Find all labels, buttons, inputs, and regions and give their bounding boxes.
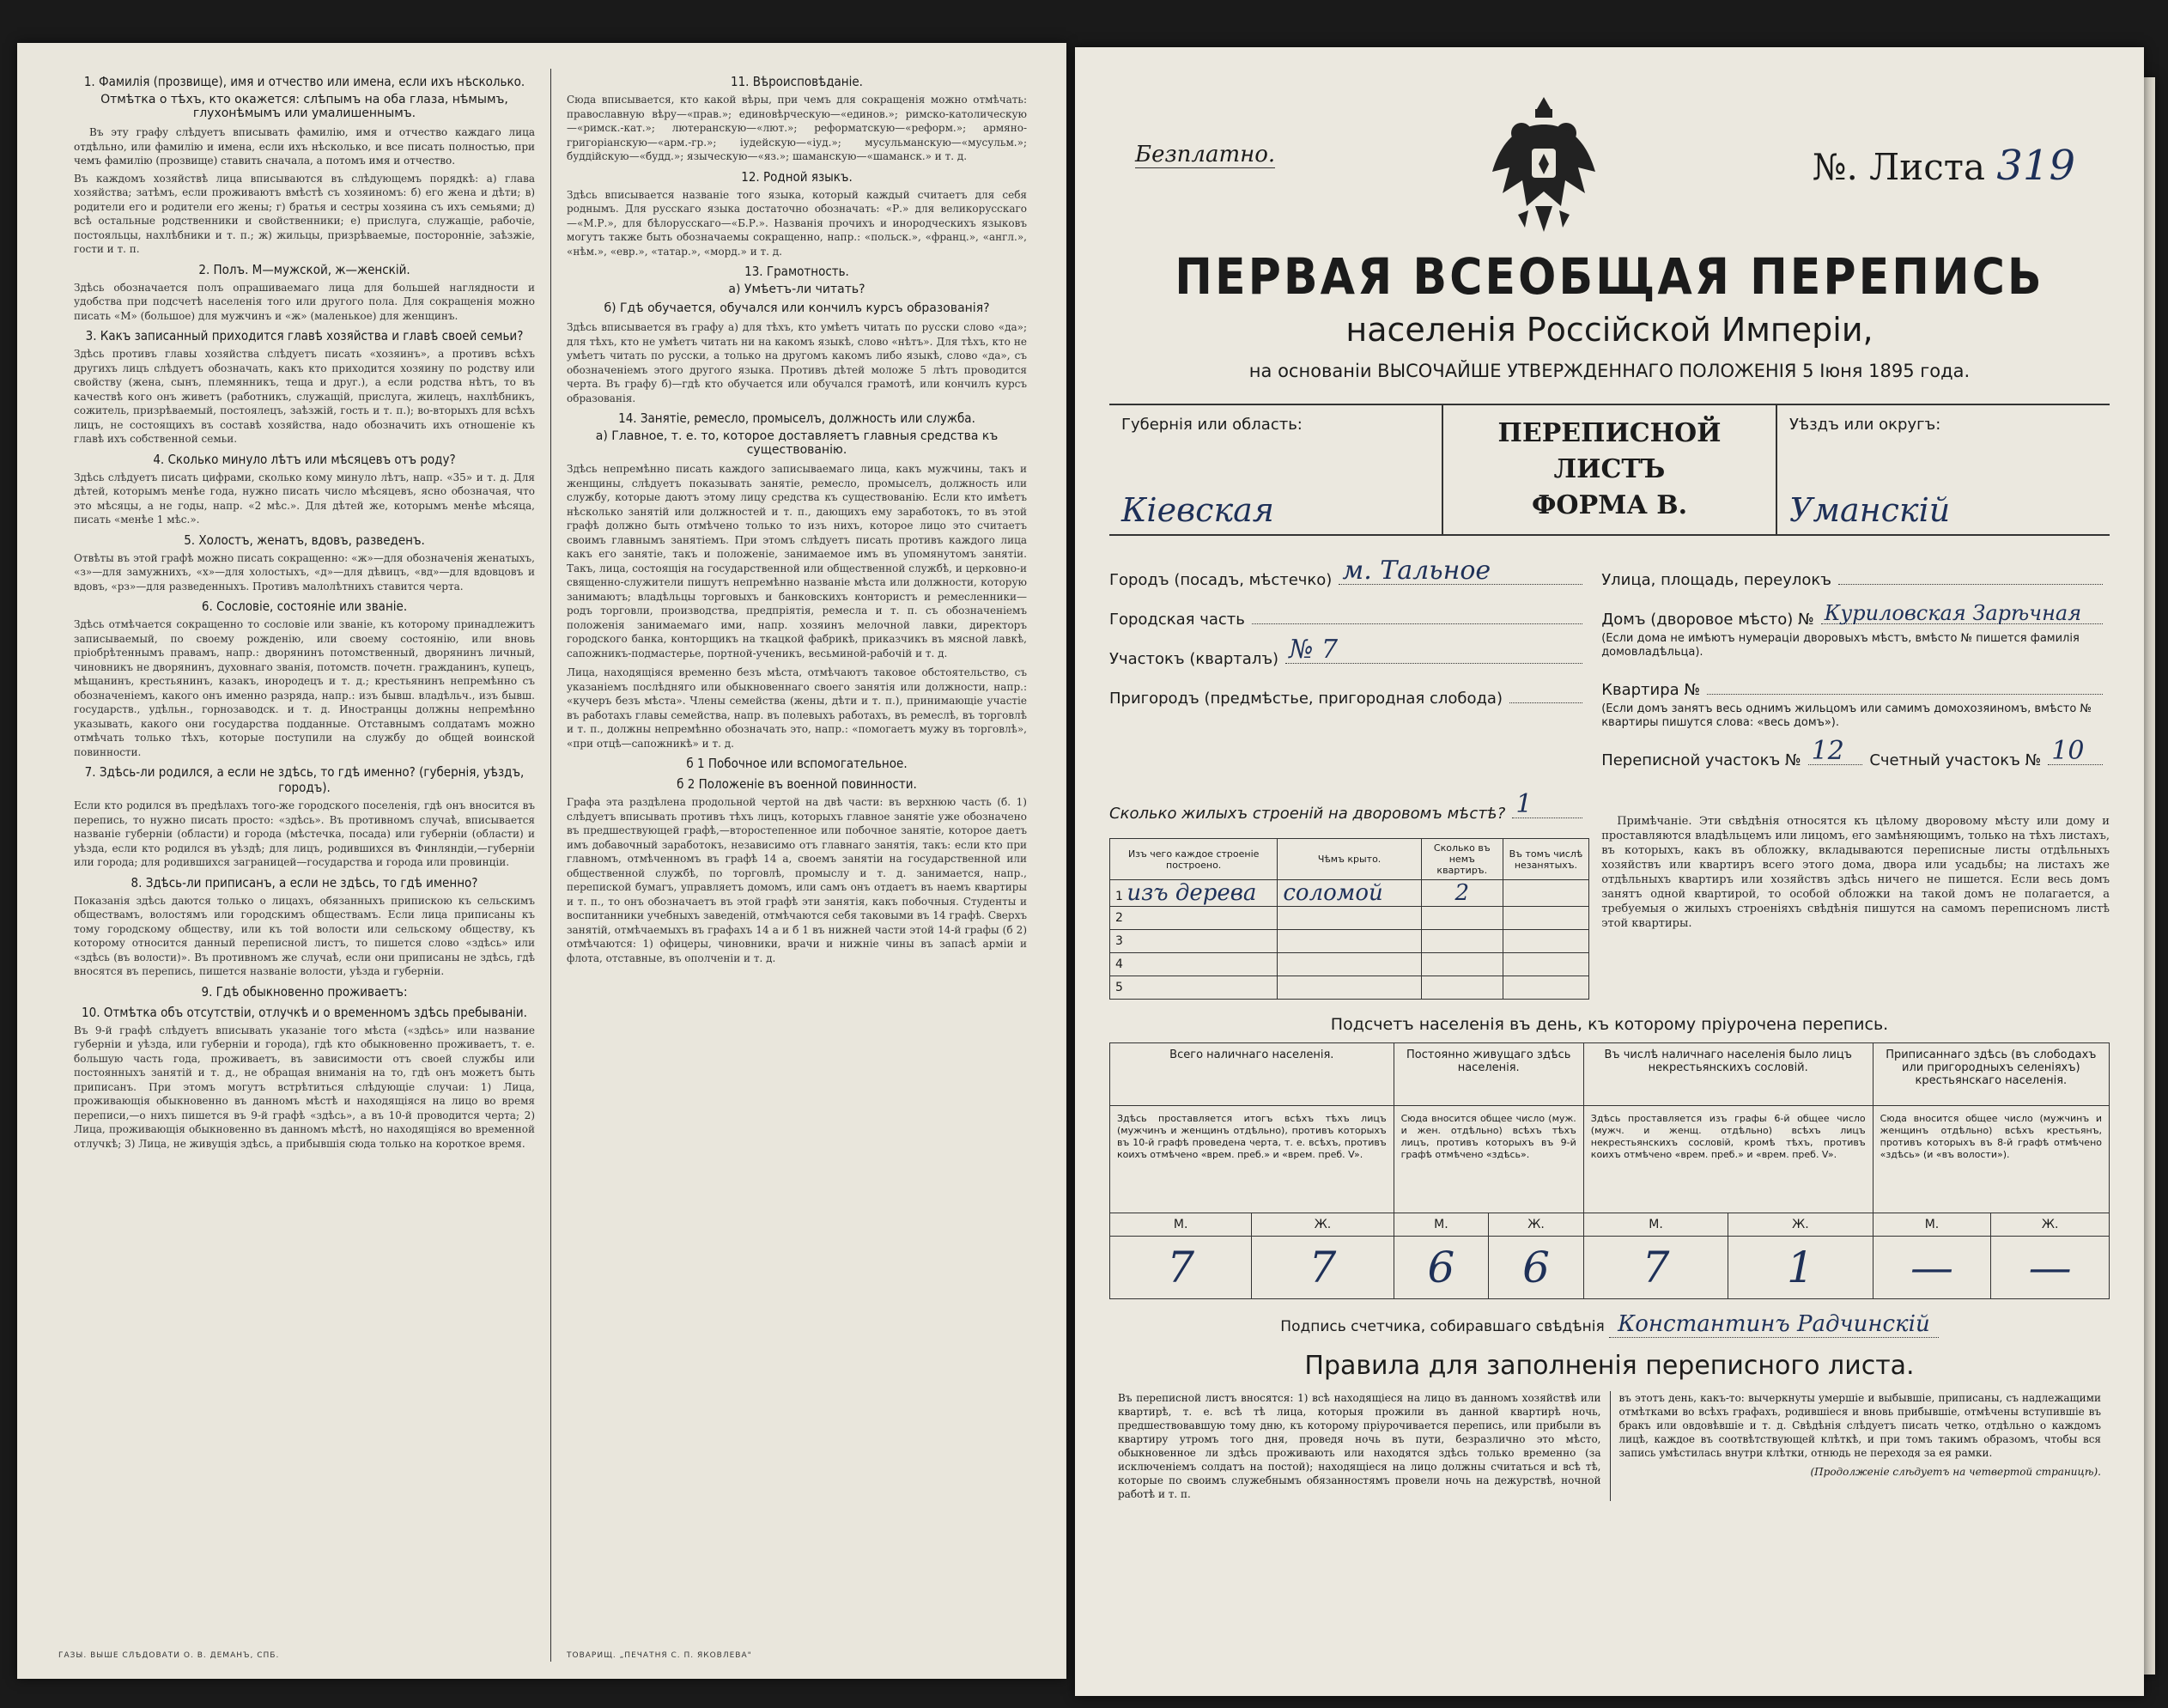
text-block: Здѣсь непремѣнно писать каждого записываемаго лица, какъ мужчины, такъ и женщины, слѣдуетъ показывать занятіе, ремесло, промыселъ, должность или службу, которые даютъ этому лицу средства къ существованію. Если кто имѣетъ нѣсколько занятій или должностей и т. п., дающихъ ему заработокъ, то въ этой графѣ должно быть отмѣчено только то изъ нихъ, которое лицо это считаетъ своимъ главнымъ занятіемъ. При этомъ слѣдуетъ писать противъ каждого лица какъ его занятіе, такъ и положеніе, занимаемое имъ въ упомянутомъ занятіи. Такъ, лица, состоящія на государственной или общественной службѣ, и церковно-и священно-служители пишутъ непремѣнно названіе мѣста или должности, которую занимаютъ; владѣльцы торговыхъ и банковскихъ контористъ и ремесленники—родъ торговли, производства, предпріятія, ремесла и т. п. съ обозначеніемъ положенія занимаемаго ими, напр. хозяинъ мелочной лавки, директоръ городского банка, конторщикъ на ткацкой фабрикѣ, приказчикъ въ мясной лавкѣ, сапожникъ-подмастерье, портной-ученикъ, весьминой-рабочій и т. д. bbox=[567, 463, 1027, 659]
section-14-title: 14. Занятіе, ремесло, промыселъ, должность или служба. bbox=[618, 410, 975, 426]
suburb-label: Пригородъ (предмѣстье, пригородная слобода) bbox=[1109, 690, 1503, 708]
buildings-count-value: 1 bbox=[1515, 789, 1533, 819]
permanent-female-value: 6 bbox=[1522, 1243, 1550, 1292]
count-district-fill bbox=[2048, 736, 2103, 766]
section-8-title: 8. Здѣсь-ли приписанъ, а если не здѣсь, то гдѣ именно? bbox=[131, 874, 478, 890]
table-row bbox=[1110, 1213, 2110, 1237]
section-12-title: 12. Родной языкъ. bbox=[741, 168, 853, 185]
district-row bbox=[1109, 635, 1589, 668]
table-cell bbox=[1583, 1237, 1728, 1299]
uezd-field bbox=[1776, 405, 2110, 534]
col-non-peasant: Въ числѣ наличнаго населенія было лицъ некрестьянскихъ сословій. bbox=[1583, 1043, 1873, 1106]
male-header: М. bbox=[1110, 1213, 1252, 1237]
street-row bbox=[1601, 565, 2110, 589]
house-fill bbox=[1821, 601, 2103, 625]
buildings-count-fill bbox=[1512, 789, 1582, 819]
census-district-label: Переписной участокъ № bbox=[1601, 751, 1801, 769]
house-value: Куриловская Зарѣчная bbox=[1824, 601, 2082, 625]
gubernia-label: Губернія или область: bbox=[1121, 416, 1303, 434]
male-header: М. bbox=[1873, 1213, 1991, 1237]
text-block: Здѣсь вписывается въ графу а) для тѣхъ, кто умѣетъ читать по русски слово «да»; для тѣхъ, кто не умѣетъ читать ни на какомъ языкѣ, слово «нѣтъ». Для тѣхъ, кто не умѣетъ читать по русски, а только на другомъ какомъ либо языкѣ, слово «да», съ обозначеніемъ этого другого языка. Противъ дѣтей моложе 5 лѣтъ проводится черта. Въ графу б)—гдѣ кто обучается или обучался грамотѣ, или кончилъ курсъ образованія. bbox=[567, 321, 1027, 404]
city-label: Городъ (посадъ, мѣстечко) bbox=[1109, 571, 1333, 589]
female-header: Ж. bbox=[1252, 1213, 1394, 1237]
section-11-title: 11. Вѣроисповѣданіе. bbox=[731, 74, 863, 89]
table-cell bbox=[1110, 976, 1278, 1000]
rules-column-2 bbox=[1610, 1391, 2110, 1501]
suburb-fill bbox=[1509, 684, 1582, 703]
city-row bbox=[1109, 556, 1589, 589]
buildings-count-label: Сколько жилыхъ строеній на дворовомъ мѣстѣ? bbox=[1109, 805, 1506, 823]
table-row bbox=[1110, 953, 1589, 976]
section-6-title: 6. Сословіе, состояніе или званіе. bbox=[201, 599, 408, 614]
rules-continuation: (Продолженіе слѣдуетъ на четвертой страницѣ). bbox=[1810, 1466, 2101, 1478]
rules-column-1: Въ переписной листъ вносятся: 1) всѣ находящіеся на лицо въ данномъ хозяйствѣ или квартирѣ, т. е. всѣ тѣ лица, которыя прожили въ данной квартирѣ ночь, предшествовавшую тому дню, къ которому пріурочивается перепись, или прибыли въ квартиру утромъ того дня, проведя ночь въ пути, безразлично это мѣсто, обыкновенное ли здѣсь проживають или находятся здѣсь только временно (за исключеніемъ солдатъ на постой); находящіеся на лицо должны считаться и всѣ тѣ, которые по своимъ служебнымъ обязанностямъ провели ночь на дежурствѣ, ночной работѣ и т. п. bbox=[1118, 1392, 1601, 1500]
row-number: 3 bbox=[1115, 934, 1123, 948]
buildings-table-header bbox=[1110, 839, 1589, 880]
female-header: Ж. bbox=[1489, 1213, 1584, 1237]
table-cell bbox=[1728, 1237, 1873, 1299]
table-cell bbox=[1421, 907, 1503, 930]
text-block: Графа эта раздѣлена продольной чертой на двѣ части: въ верхнюю часть (б. 1) слѣдуетъ вписывать противъ тѣхъ лицъ, которыхъ главное занятіе уже обозначено въ предшествующей графѣ,—второстепенное или побочное занятіе, которое даетъ имъ добавочный заработокъ, независимо отъ главнаго занятія, такъ: если кто при главномъ, отмѣченномъ въ графѣ 14 а, своемъ занятіи на государственной или общественной службѣ, по торговлѣ, промыслу и т. д. занимается, напр., перепиской бумагъ, управляетъ домомъ, или самъ онъ отдаетъ въ наемъ квартиры и т. п., то онъ обозначаетъ въ этой графѣ эти занятія, какъ побочныя. Студенты и воспитанники учебныхъ заведеній, отмѣчаются себя таковыми въ 14 графѣ. Сверхъ занятій, отмѣчаемыхъ въ графахъ 14 а и б 1 въ нижней части этой 14-й графы (б 2) отмѣчаются: 1) офицеры, чиновники, врачи и нижніе чины въ запасѣ арміи и флота, отставные, въ ополченіи и т. д. bbox=[567, 796, 1027, 964]
permanent-male-value: 6 bbox=[1427, 1243, 1455, 1292]
section-7-title: 7. Здѣсь-ли родился, а если не здѣсь, то гдѣ именно? (губернія, уѣздъ, городъ). bbox=[84, 764, 525, 795]
sheet-number bbox=[1813, 142, 2075, 190]
table-cell: Сюда вносится общее число (мужчинъ и женщинъ отдѣльно) всѣхъ крестьянъ, противъ которыхъ въ 8-й графѣ отмѣчено «здѣсь» (и «въ волости»). bbox=[1873, 1106, 2109, 1213]
section-14-a: а) Главное, т. е. то, которое доставляетъ главныя средства къ существованію. bbox=[595, 429, 999, 457]
row-number: 2 bbox=[1115, 911, 1123, 925]
non-peasant-female-value: 1 bbox=[1787, 1243, 1814, 1292]
table-row bbox=[1110, 880, 1589, 907]
peasant-female-value: — bbox=[2028, 1243, 2072, 1292]
street-label: Улица, площадь, переулокъ bbox=[1601, 571, 1831, 589]
text-block: Въ каждомъ хозяйствѣ лица вписываются въ слѣдующемъ порядкѣ: а) глава хозяйства; затѣмъ, если проживаютъ вмѣстѣ съ хозяиномъ: б) его жена и дѣти; в) родители его и родители его жены; г) братья и сестры хозяина съ ихъ семьями; д) всѣ остальные родственники и свойственники; е) прислуга, служащіе, рабочіе, постояльцы, нахлѣбники и т. п.; ж) жильцы, призрѣваемые, посторонніе, заѣзжіе, гости и т. п. bbox=[74, 172, 535, 255]
instructions-column-1 bbox=[58, 69, 550, 1662]
table-cell bbox=[1110, 880, 1278, 907]
city-fill bbox=[1339, 556, 1582, 586]
population-table-header bbox=[1110, 1043, 2110, 1106]
table-cell bbox=[1991, 1237, 2110, 1299]
form-type-code: ФОРМА В. bbox=[1531, 490, 1688, 520]
free-label: Безплатно. bbox=[1135, 142, 1276, 167]
table-cell bbox=[1110, 1237, 1252, 1299]
table-row bbox=[1110, 1237, 2110, 1299]
apartment-label: Квартира № bbox=[1601, 681, 1701, 699]
section-4-title: 4. Сколько минуло лѣтъ или мѣсяцевъ отъ роду? bbox=[153, 451, 456, 467]
total-female-value: 7 bbox=[1309, 1243, 1337, 1292]
non-peasant-male-value: 7 bbox=[1642, 1243, 1670, 1292]
table-row bbox=[1110, 930, 1589, 953]
female-header: Ж. bbox=[1728, 1213, 1873, 1237]
section-13-a: а) Умѣетъ-ли читать? bbox=[728, 283, 865, 296]
address-block bbox=[1109, 550, 2110, 769]
city-value: м. Тальное bbox=[1342, 556, 1491, 586]
table-cell: Сюда вносится общее число (муж. и жен. отдѣльно) всѣхъ тѣхъ лицъ, противъ которыхъ въ 9-й графѣ отмѣчено «здѣсь». bbox=[1394, 1106, 1583, 1213]
sheet-number-label: №. Листа bbox=[1812, 146, 1986, 188]
section-3-title: 3. Какъ записанный приходится главѣ хозяйства и главѣ своей семьи? bbox=[85, 328, 524, 343]
population-count-title: Подсчетъ населенія въ день, къ которому пріурочена перепись. bbox=[1330, 1015, 1889, 1034]
text-block: Здѣсь противъ главы хозяйства слѣдуетъ писать «хозяинъ», а противъ всѣхъ другихъ лицъ слѣдуетъ обозначать, какъ кто приходится хозяину по родству или свойству (жена, сынъ, племянникъ, теща и друг.), а если родства нѣтъ, то въ качествѣ кого онъ живетъ (работникъ, служащій, прислуга, жилецъ, нахлѣбникъ, сожитель, призрѣваемый, постоялецъ, заѣзжій, гость и т. п.); во-вторыхъ для всѣхъ лицъ, не состоящихъ въ составѣ хозяйства, надо обозначить ихъ отношеніе къ главѣ ихъ собственной семьи. bbox=[74, 348, 535, 445]
table-cell bbox=[1489, 1237, 1584, 1299]
section-13-title: 13. Грамотность. bbox=[744, 264, 849, 279]
section-5-title: 5. Холостъ, женатъ, вдовъ, разведенъ. bbox=[184, 532, 425, 548]
row-number: 4 bbox=[1115, 957, 1123, 971]
table-row bbox=[1110, 907, 1589, 930]
section-10-title: 10. Отмѣтка объ отсутствіи, отлучкѣ и о временномъ здѣсь пребываніи. bbox=[82, 1004, 527, 1020]
text-block: Отвѣты въ этой графѣ можно писать сокращенно: «ж»—для обозначенія женатыхъ, «з»—для замужнихъ, «х»—для холостыхъ, «д»—для дѣвицъ, «вд»—для вдовцовъ и вдовъ, «рз»—для разведенныхъ. Противъ малолѣтнихъ ставится черта. bbox=[74, 551, 535, 593]
col-total-present: Всего наличнаго населенія. bbox=[1110, 1043, 1394, 1106]
uezd-label: Уѣздъ или округъ: bbox=[1789, 416, 1941, 434]
male-header: М. bbox=[1394, 1213, 1489, 1237]
table-cell bbox=[1421, 953, 1503, 976]
male-header: М. bbox=[1583, 1213, 1728, 1237]
remark-text: Примѣчаніе. Эти свѣдѣнія относятся къ цѣлому дворовому мѣсту или дому и проставляются владѣльцемъ или лицомъ, его замѣняющимъ, только на тѣхъ листахъ, въ которыхъ, какъ въ обложку, вкладываются переписные листы отдѣльныхъ хозяйствъ или квартиръ всего этого дома, двора или усадьбы; на листахъ же отдѣльныхъ квартиръ или хозяйствъ здѣсь ничего не пишется. Если весь домъ занятъ одной квартирой, то особой обложки на такой домъ не полагается, а требуемыя о жилыхъ строеніяхъ свѣдѣнія пишутся на самомъ переписномъ листѣ этой квартиры. bbox=[1601, 815, 2110, 930]
district-label: Участокъ (кварталъ) bbox=[1109, 650, 1279, 668]
total-male-value: 7 bbox=[1167, 1243, 1195, 1292]
apartment-row bbox=[1601, 675, 2110, 699]
house-row bbox=[1601, 601, 2110, 629]
text-block: Въ 9-й графѣ слѣдуетъ вписывать указаніе того мѣста («здѣсь» или название губерніи и уѣзда, или губерніи и города), гдѣ кто обыкновенно проживаетъ, т. е. большую часть года, проживаетъ, въ зависимости отъ своей службы или постоянныхъ занятій и т. д., не обращая вниманія на то, гдѣ онъ можетъ быть приписанъ. При этомъ могутъ встрѣтиться слѣдующіе случаи: 1) Лица, проживающія обыкновенно въ данномъ мѣстѣ и находящіяся на лицо во время переписи,—о нихъ пишется въ 9-й графѣ «здѣсь», а въ 10-й проводится черта; 2) Лица, проживающія обыкновенно въ данномъ мѣстѣ, но находящіяся во временной отлучкѣ; 3) Лица, не живущія здѣсь, а прибывшія сюда только на короткое время. bbox=[74, 1024, 535, 1150]
col-roof: Чѣмъ крыто. bbox=[1278, 839, 1421, 880]
row-number: 1 bbox=[1115, 890, 1123, 903]
count-district-value: 10 bbox=[2051, 736, 2085, 766]
address-left bbox=[1109, 550, 1589, 769]
signature-label: Подпись счетчика, собиравшаго свѣдѣнія bbox=[1280, 1318, 1605, 1335]
table-cell bbox=[1421, 976, 1503, 1000]
sheet-number-value: 319 bbox=[1996, 142, 2075, 190]
census-district-value: 12 bbox=[1811, 736, 1844, 766]
table-cell bbox=[1503, 976, 1588, 1000]
buildings-block bbox=[1109, 783, 2110, 1000]
form-legal-basis: на основаніи ВЫСОЧАЙШЕ УТВЕРЖДЕННАГО ПОЛОЖЕНІЯ 5 Іюня 1895 года. bbox=[1248, 361, 1971, 381]
city-part-label: Городская часть bbox=[1109, 611, 1245, 629]
uezd-value: Уманскій bbox=[1789, 491, 1951, 529]
section-1-title: 1. Фамилія (прозвище), имя и отчество или имена, если ихъ нѣсколько. bbox=[83, 74, 525, 89]
right-printer-note: ТОВАРИЩ. „ПЕЧАТНЯ С. П. ЯКОВЛЕВА" bbox=[567, 1651, 752, 1660]
section-2-title: 2. Полъ. М—мужской, ж—женскій. bbox=[198, 261, 410, 277]
census-district-fill bbox=[1808, 736, 1863, 766]
form-subtitle: населенія Россійской Имперіи, bbox=[1345, 311, 1873, 349]
gubernia-field bbox=[1109, 405, 1442, 534]
census-form-sheet bbox=[1075, 47, 2144, 1696]
suburb-row bbox=[1109, 684, 1589, 708]
text-block: Здѣсь отмѣчается сокращенно то сословіе или званіе, къ которому принадлежитъ записываемый, по своему рожденію, или своему состоянію, или вновь пріобрѣтеннымъ правамъ, напр.: дворянинъ потомственный, дворянинъ личный, чиновникъ не дворянинъ, духовнаго званія, потомств. почетн. гражданинъ, купецъ, мѣщанинъ, крестьянинъ, казакъ, инородецъ и т. д.; крестьянинъ непремѣнно съ обозначеніемъ, какого онъ именно разряда, напр.: изъ бывш. владѣльч., изъ бывш. государств., удѣльн., горнозаводск. и т. д. Иностранцы должны непремѣнно указывать, какого они государства подданные. Отставнымъ солдатамъ можно отмѣчать только тѣхъ, которые поступили на службу до общей воинской повинности. bbox=[74, 618, 535, 758]
buildings-table bbox=[1109, 838, 1589, 1000]
table-cell bbox=[1278, 907, 1421, 930]
form-type-box bbox=[1442, 405, 1776, 534]
population-table bbox=[1109, 1042, 2110, 1299]
table-cell bbox=[1503, 880, 1588, 907]
table-cell bbox=[1421, 880, 1503, 907]
table-cell bbox=[1278, 976, 1421, 1000]
table-cell bbox=[1110, 953, 1278, 976]
peasant-male-value: — bbox=[1910, 1243, 1953, 1292]
table-cell bbox=[1252, 1237, 1394, 1299]
city-part-fill bbox=[1252, 605, 1582, 624]
row-number: 5 bbox=[1115, 981, 1123, 994]
form-header-boxes bbox=[1109, 404, 2110, 536]
table-cell bbox=[1278, 880, 1421, 907]
text-block: Здѣсь слѣдуетъ писать цифрами, сколько кому минуло лѣтъ, напр. «35» и т. д. Для дѣтей, которымъ менѣе года, нужно писать число мѣсяцевъ, ясно обозначая, что это мѣсяцы, а не годы, напр. «2 мѣс.». Для дѣтей же, которымъ менѣе мѣсяца, писать «менѣе 1 мѣс.». bbox=[74, 471, 535, 526]
section-1-note: Отмѣтка о тѣхъ, кто окажется: слѣпымъ на оба глаза, нѣмымъ, глухонѣмымъ или умалишеннымъ. bbox=[100, 93, 508, 120]
street-fill bbox=[1838, 565, 2103, 585]
buildings-left bbox=[1109, 783, 1589, 1000]
form-main-title: ПЕРВАЯ ВСЕОБЩАЯ ПЕРЕПИСЬ bbox=[1175, 247, 2044, 306]
house-label: Домъ (дворовое мѣсто) № bbox=[1601, 611, 1814, 629]
section-13-b: б) Гдѣ обучается, обучался или кончилъ курсъ образованія? bbox=[604, 301, 990, 315]
text-block: Лица, находящіяся временно безъ мѣста, отмѣчаютъ таковое обстоятельство, съ указаніемъ послѣдняго или обыкновеннаго своего занятія или должности, напр.: «кучеръ безъ мѣста». Члены семейства (жены, дѣти и т. п.), принимающіе участіе въ работахъ главы семейства, напр. въ полевыхъ работахъ, въ ремеслѣ, въ торговлѣ и т. п., должны непремѣнно обозначать это, напр.: «помогаетъ мужу въ торговлѣ», «при отцѣ—сапожникѣ» и т. д. bbox=[567, 666, 1027, 750]
double-headed-eagle-emblem bbox=[1484, 90, 1604, 240]
table-row bbox=[1110, 1106, 2110, 1213]
text-block: Здѣсь обозначается полъ опрашиваемаго лица для большей наглядности и удобства при подсчетѣ населенія того или другого пола. Для сокращенія можно писать «М» (большое) для мужчинъ и «ж» (маленькое) для женщинъ. bbox=[74, 281, 535, 322]
table-cell: Здѣсь проставляется итогъ всѣхъ тѣхъ лицъ (мужчинъ и женщинъ отдѣльно), противъ которыхъ въ 10-й графѣ проведена черта, т. е. всѣхъ, противъ коихъ отмѣчено «врем. преб.» и «врем. преб. V». bbox=[1110, 1106, 1394, 1213]
col-permanent: Постоянно живущаго здѣсь населенія. bbox=[1394, 1043, 1583, 1106]
section-14-b1: б 1 Побочное или вспомогательное. bbox=[686, 756, 908, 771]
city-part-row bbox=[1109, 605, 1589, 629]
section-9-title: 9. Гдѣ обыкновенно проживаетъ: bbox=[201, 983, 408, 1000]
signature-value: Константинъ Радчинскій bbox=[1609, 1311, 1939, 1338]
col-peasant: Приписаннаго здѣсь (въ слободахъ или пригородныхъ селеніяхъ) крестьянскаго населенія. bbox=[1873, 1043, 2109, 1106]
table-cell bbox=[1503, 907, 1588, 930]
table-cell bbox=[1110, 930, 1278, 953]
col-empty: Въ томъ числѣ незанятыхъ. bbox=[1503, 839, 1588, 880]
rules-block bbox=[1109, 1391, 2110, 1501]
apartment-note: (Если домъ занятъ весь однимъ жильцомъ или самимъ домохозяиномъ, вмѣсто № квартиры пишутся слова: «весь домъ»). bbox=[1601, 702, 2092, 729]
table-cell bbox=[1394, 1237, 1489, 1299]
table-cell: Здѣсь проставляется изъ графы 6-й общее число (мужч. и женщ. отдѣльно) всѣхъ лицъ некрестьянскихъ сословій, кромѣ тѣхъ, противъ коихъ отмѣчено «врем. преб.» и «врем. преб. V». bbox=[1583, 1106, 1873, 1213]
buildings-count-row bbox=[1109, 789, 1589, 823]
material-value: изъ дерева bbox=[1127, 880, 1257, 906]
text-block: Здѣсь вписывается названіе того языка, который каждый считаетъ для себя роднымъ. Для русскаго языка достаточно обозначать: «Р.» для великорусскаго—«М.Р.», для бѣлорусскаго—«Б.Р.». Названія прочихъ и инородческихъ языковъ могутъ также быть обозначаемы сокращенно, напр.: «польск.», «франц.», «англ.», «нѣм.», «евр.», «татар.», «морд.» и т. д. bbox=[567, 188, 1027, 258]
rules-column-2-text: въ этотъ день, какъ-то: вычеркнуты умершіе и выбывшіе, приписаны, съ надлежащими отмѣтками во всѣхъ графахъ, родившіеся и вновь прибывшіе, отмѣчены вступившіе въ бракъ или овдовѣвшіе и т. д. Свѣдѣнія слѣдуетъ писать четко, отдѣльно о каждомъ лицѣ, каждое въ соотвѣтствующей клѣткѣ, и при томъ такимъ образомъ, чтобы вся запись умѣстилась внутри клѣтки, отнюдь не переходя за ея рамки. bbox=[1618, 1392, 2101, 1459]
text-block: Сюда вписывается, кто какой вѣры, при чемъ для сокращенія можно отмѣчать: православную вѣру—«прав.»; единовѣрческую—«единов.»; римско-католическую—«римск.-кат.»; лютеранскую—«лют.»; реформатскую—«реформ.»; армяно-григоріанскую—«арм.-гр.»; іудейскую—«іуд.»; мусульманскую—«мусульм.»; буддійскую—«будд.»; языческую—«яз.»; шаманскую—«шаманск.» и т. д. bbox=[567, 94, 1027, 162]
apartment-fill bbox=[1707, 675, 2103, 695]
apartments-value: 2 bbox=[1454, 880, 1470, 906]
district-fill bbox=[1285, 635, 1582, 665]
section-1-text: Въ эту графу слѣдуетъ вписывать фамилію, имя и отчество каждаго лица отдѣльно, или фамилію и имена, если ихъ нѣсколько, и все писать полностью, при чемъ фамилію (прозвище) ставить сначала, а потомъ имя и отчество. bbox=[74, 126, 535, 167]
table-cell bbox=[1278, 953, 1421, 976]
enumerator-signature bbox=[1109, 1311, 2110, 1337]
table-cell bbox=[1503, 953, 1588, 976]
count-district-label: Счетный участокъ № bbox=[1869, 751, 2042, 769]
female-header: Ж. bbox=[1991, 1213, 2110, 1237]
table-cell bbox=[1110, 907, 1278, 930]
left-instruction-sheet bbox=[17, 43, 1066, 1679]
buildings-remark bbox=[1589, 783, 2110, 1000]
col-apartments: Сколько въ немъ квартиръ. bbox=[1421, 839, 1503, 880]
rules-title: Правила для заполненія переписного листа. bbox=[1304, 1351, 1915, 1381]
table-cell bbox=[1873, 1237, 1991, 1299]
left-printer-note: ГАЗЫ. ВЫШЕ СЛѢДОВАТИ О. В. ДЕМАНЪ, СПБ. bbox=[58, 1651, 280, 1660]
district-value: № 7 bbox=[1289, 635, 1339, 665]
gubernia-value: Кіевская bbox=[1121, 491, 1274, 529]
address-right bbox=[1589, 550, 2110, 769]
table-row bbox=[1110, 976, 1589, 1000]
text-block: Если кто родился въ предѣлахъ того-же городского поселенія, гдѣ онъ вносится въ перепись, то нужно писать просто: «здѣсь». Въ противномъ случаѣ, вписывается названіе губерніи (области) и города (мѣстечка, посада) или губерніи (области) и уѣзда, если кто родился въ уѣздѣ; для лицъ, родившихся въ Финляндіи,—губерніи или города; для родившихся заграницей—государства и города или провинціи. bbox=[74, 799, 535, 868]
instructions-column-2 bbox=[550, 69, 1042, 1662]
text-block: Показанія здѣсь даются только о лицахъ, обязанныхъ припискою къ сельскимъ обществамъ, волостямъ или городскимъ обществамъ. Если лица приписаны къ тому городскому обществу, или къ той волости или сельскому обществу, къ которому относится данный переписной листъ, то пишется слово «здѣсь» или «здѣсь (въ волости)». Въ противномъ же случаѣ, если они приписаны не здѣсь, гдѣ вносятся въ перепись, пишется названіе волости, уѣзда и губерніи. bbox=[74, 894, 535, 977]
col-material: Изъ чего каждое строеніе построено. bbox=[1110, 839, 1278, 880]
table-cell bbox=[1503, 930, 1588, 953]
section-14-b2: б 2 Положеніе въ военной повинности. bbox=[677, 776, 917, 792]
house-note: (Если дома не имѣютъ нумераціи дворовыхъ мѣстъ, вмѣсто № пишется фамилія домовладѣльца). bbox=[1601, 632, 2080, 659]
roof-value: соломой bbox=[1283, 880, 1383, 906]
form-type-title: ПЕРЕПИСНОЙ ЛИСТЪ bbox=[1497, 418, 1722, 484]
table-cell bbox=[1421, 930, 1503, 953]
table-cell bbox=[1278, 930, 1421, 953]
census-district-row bbox=[1601, 736, 2110, 769]
